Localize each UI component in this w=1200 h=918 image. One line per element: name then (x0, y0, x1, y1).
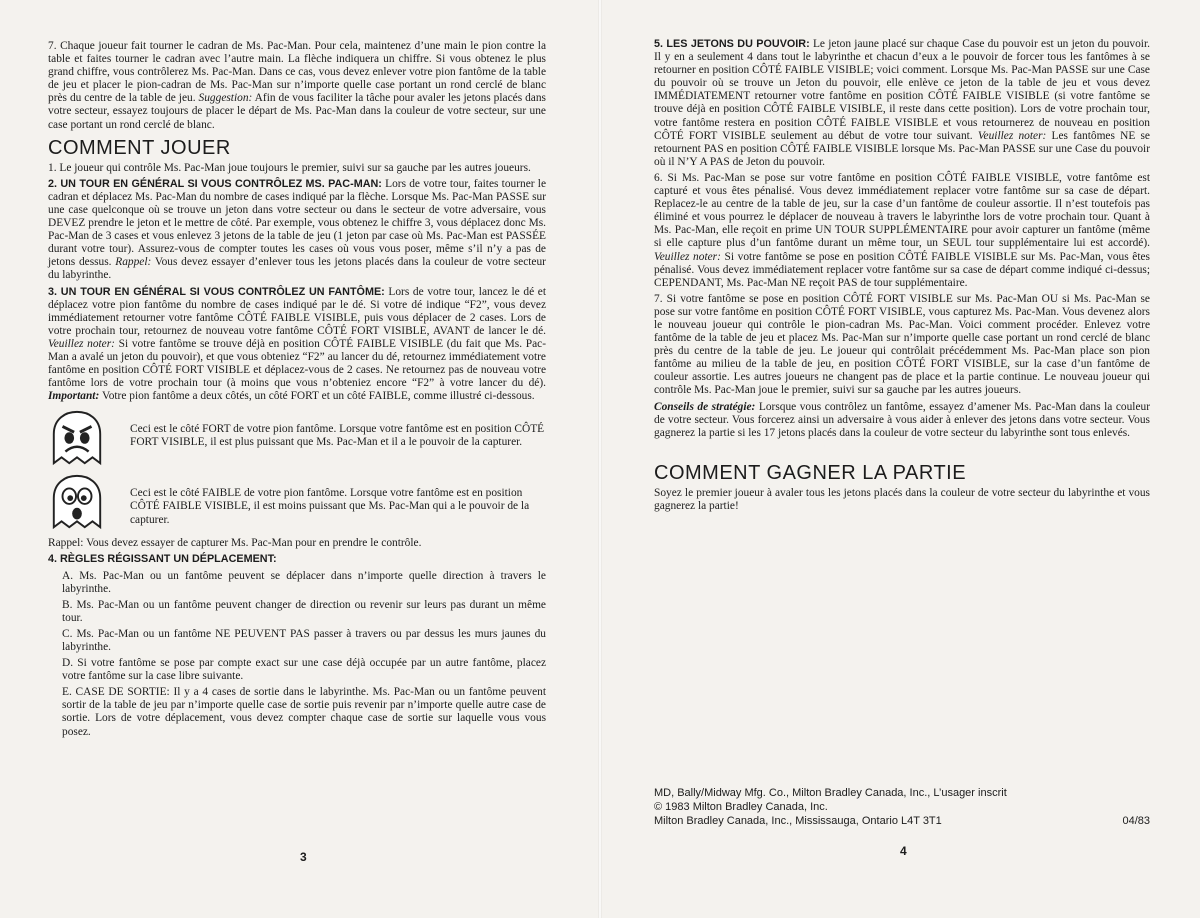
note-label: Veuillez noter: (977, 129, 1047, 142)
movement-rule-e: E. CASE DE SORTIE: Il y a 4 cases de sortie dans le labyrinthe. Ms. Pac-Man ou un fantôme peuvent sortir de la table de jeu par n’importe quelle case de sortie puis revenir par n’importe quelle autre case de sortie. Lors de votre déplacement, vous devez compter chaque case de sortie sur laquelle vous vous posez. (62, 686, 546, 738)
ghost-strong-row (48, 409, 546, 467)
rule-5-title: 5. LES JETONS DU POUVOIR: (654, 38, 810, 50)
rule-6: 6. Si Ms. Pac-Man se pose sur votre fantôme en position CÔTÉ FAIBLE VISIBLE, votre fantôme est capturé et vous êtes pénalisé. Vous devez immédiatement replacer votre fantôme sur sa case de départ. Replacez-le au centre de la table de jeu, sur la case d’un fantôme de couleur assortie. Il n’est toutefois pas éliminé et vous pourrez le déplacer de nouveau à travers le labyrinthe lors de votre prochain tour. Quant à Ms. Pac-Man, elle reçoit en prime UN TOUR SUPPLÉMENTAIRE pour avoir capturer un fantôme (même si elle capture plus d’un fantôme durant un même tour, un SEUL tour supplémentaire lui est accordé). Veuillez noter: Si votre fantôme se pose en position CÔTÉ FAIBLE VISIBLE sur Ms. Pac-Man, vous êtes pénalisé. Vous devez immédiatement replacer votre fantôme sur sa case de départ comme indiqué ci-dessus; CEPENDANT, Ms. Pac-Man NE reçoit PAS de tour supplémentaire. (654, 171, 1150, 289)
print-date: 04/83 (1122, 815, 1150, 827)
scared-ghost-icon (48, 473, 106, 531)
left-column (48, 40, 546, 742)
note-label: Veuillez noter: (48, 337, 115, 350)
strategy-label: Conseils de stratégie: (654, 400, 756, 413)
movement-rule-c: C. Ms. Pac-Man ou un fantôme NE PEUVENT PAS passer à travers ou par dessus les murs jaunes du labyrinthe. (62, 627, 546, 653)
movement-rule-b: B. Ms. Pac-Man ou un fantôme peuvent changer de direction ou revenir sur leurs pas durant un même tour. (62, 598, 546, 624)
rappel-label: Rappel: (115, 256, 152, 269)
rule-7: 7. Si votre fantôme se pose en position CÔTÉ FORT VISIBLE sur Ms. Pac-Man OU si Ms. Pac-Man se pose sur votre fantôme en position CÔTÉ FORT VISIBLE, vous capturez Ms. Pac-Man. Vous devenez alors le nouveau joueur qui contrôle le pion-cadran Ms. Pac-Man. Voici comment procéder. Enlevez votre fantôme de la table de jeu et placez Ms. Pac-Man sur n’importe quelle case portant un rond cerclé de blanc près du centre de la table de jeu. Le joueur qui contrôlait précédemment Ms. Pac-Man place son pion fantôme au milieu de la table de jeu, en position CÔTÉ FORT VISIBLE, sur la case d’un fantôme de couleur assortie. Les autres joueurs ne changent pas de place et la partie continue. Le nouveau joueur qui contrôle Ms. Pac-Man joue le premier, suivi sur sa gauche par les autres joueurs. (654, 292, 1150, 397)
rule-1: 1. Le joueur qui contrôle Ms. Pac-Man joue toujours le premier, suivi sur sa gauche par les autres joueurs. (48, 161, 531, 174)
rule-2-title: 2. UN TOUR EN GÉNÉRAL SI VOUS CONTRÔLEZ MS. PAC-MAN: (48, 177, 382, 190)
copyright-footer (654, 786, 1150, 828)
copyright-line: © 1983 Milton Bradley Canada, Inc. (654, 801, 828, 813)
ghost-weak-row (48, 473, 546, 531)
rule-3-title: 3. UN TOUR EN GÉNÉRAL SI VOUS CONTRÔLEZ UN FANTÔME: (48, 285, 385, 298)
section-heading-comment-gagner: COMMENT GAGNER LA PARTIE (654, 461, 967, 484)
suggestion-label: Suggestion: (198, 92, 253, 105)
angry-ghost-icon (48, 409, 106, 467)
address-line: Milton Bradley Canada, Inc., Mississauga, Ontario L4T 3T1 04/83 (654, 815, 1150, 827)
movement-rules-list (48, 570, 546, 739)
trademark-line: MD, Bally/Midway Mfg. Co., Milton Bradley Canada, Inc., L’usager inscrit (654, 787, 1007, 799)
rule-5: 5. LES JETONS DU POUVOIR: Le jeton jaune placé sur chaque Case du pouvoir est un jeton du pouvoir. Il y en a seulement 4 dans tout le labyrinthe et chacun d’eux a le pouvoir de forcer tous les fantômes à se retourner en position CÔTÉ FAIBLE VISIBLE; voici comment. Lorsque Ms. Pac-Man PASSE sur une Case du pouvoir où se trouve un Jeton du pouvoir, elle enlève ce jeton de la table de jeu et vous devez IMMÉDIATEMENT retourner votre fantôme en position CÔTÉ FAIBLE VISIBLE (si votre fantôme se trouve déjà en position CÔTÉ FAIBLE VISIBLE, il reste dans cette position). Lors de votre prochain tour, votre fantôme restera en position CÔTÉ FAIBLE VISIBLE et vous retournerez de nouveau en position CÔTÉ FORT VISIBLE seulement au début de votre tour suivant. Veuillez noter: Les fantômes NE se retournent PAS en position CÔTÉ FAIBLE VISIBLE lorsque Ms. Pac-Man PASSE sur une Case du pouvoir où il N’Y A PAS de Jeton du pouvoir. (654, 38, 1150, 168)
ghost-strong-caption: Ceci est le côté FORT de votre pion fantôme. Lorsque votre fantôme est en position CÔTÉ FORT VISIBLE, il est plus puissant que Ms. Pac-Man et il a le pouvoir de la capturer. (130, 423, 545, 449)
rule-3: 3. UN TOUR EN GÉNÉRAL SI VOUS CONTRÔLEZ UN FANTÔME: Lors de votre tour, lancez le dé et déplacez votre pion fantôme du nombre de cases indiqué par le dé. Si votre dé indique “F2”, vous devez immédiatement retourner votre fantôme CÔTÉ FAIBLE VISIBLE, puis vous déplacer de 2 cases. Lors de votre prochain tour, retournez de nouveau votre fantôme CÔTÉ FORT VISIBLE, AVANT de lancer le dé. Veuillez noter: Si votre fantôme se trouve déjà en position CÔTÉ FAIBLE VISIBLE (du fait que Ms. Pac-Man a avalé un jeton du pouvoir), et que vous obteniez “F2” au lancer du dé, retournez immédiatement votre fantôme en position CÔTÉ FORT VISIBLE et déplacez-vous de 2 cases. Ne retournez pas de nouveau votre fantôme lors de votre prochain tour (à moins que vous n’obteniez encore “F2” à votre lancer du dé). Important: Votre pion fantôme a deux côtés, un côté FORT et un côté FAIBLE, comme illustré ci-dessous. (48, 285, 546, 403)
movement-rule-d: D. Si votre fantôme se pose par compte exact sur une case déjà occupée par un autre fantôme, placez votre fantôme sur la case libre suivante. (62, 657, 546, 683)
note-label: Veuillez noter: (654, 250, 721, 263)
page-4 (600, 0, 1200, 918)
section-heading-comment-jouer: COMMENT JOUER (48, 136, 231, 159)
rappel-capture: Rappel: Vous devez essayer de capturer Ms. Pac-Man pour en prendre le contrôle. (48, 537, 422, 550)
page-number: 4 (900, 844, 907, 858)
ghost-weak-caption: Ceci est le côté FAIBLE de votre pion fantôme. Lorsque votre fantôme est en position CÔTÉ FAIBLE VISIBLE, il est moins puissant que Ms. Pac-Man qui a le pouvoir de la capturer. (130, 487, 530, 526)
win-condition: Soyez le premier joueur à avaler tous les jetons placés dans la couleur de votre secteur du labyrinthe et vous gagnerez la partie! (654, 486, 1150, 512)
rule-2: 2. UN TOUR EN GÉNÉRAL SI VOUS CONTRÔLEZ MS. PAC-MAN: Lors de votre tour, faites tourner le cadran et déplacez Ms. Pac-Man du nombre de cases indiqué par la flèche. Lorsque Ms. Pac-Man PASSE sur une case quelconque où se trouve un jeton dans votre secteur ou dans le secteur de votre adversaire, vous DEVEZ prendre le jeton et le mettre de côté. Par exemple, vous obtenez le chiffre 3, vous déplacez donc Ms. Pac-Man de 3 cases et vous enlevez 3 jetons de la table de jeu (1 jeton par case où Ms. Pac-Man est PASSÉE durant votre tour). Assurez-vous de compter toutes les cases où vous vous poser, même s’il n’y a pas de jetons dessus. Rappel: Vous devez essayer d’enlever tous les jetons placés dans la couleur de votre secteur du labyrinthe. (48, 177, 547, 282)
setup-step-7: 7. Chaque joueur fait tourner le cadran de Ms. Pac-Man. Pour cela, maintenez d’une main le pion contre la table et faites tourner le cadran avec l’autre main. La flèche indiquera un chiffre. Si vous obtenez le plus grand chiffre, vous contrôlerez Ms. Pac-Man. Dans ce cas, vous devez enlever votre pion fantôme de la table de jeu et placer le pion-cadran de Ms. Pac-Man sur n’importe quelle case portant un rond cerclé de blanc près du centre de la table de jeu. Suggestion: Afin de vous faciliter la tâche pour avaler les jetons placés dans votre secteur, essayez toujours de placer le départ de Ms. Pac-Man dans la couleur de votre secteur, sur une case portant un rond cerclé de blanc. (48, 40, 546, 131)
rule-4-title: 4. RÈGLES RÉGISSANT UN DÉPLACEMENT: (48, 553, 277, 566)
right-column (654, 38, 1150, 516)
movement-rule-a: A. Ms. Pac-Man ou un fantôme peuvent se déplacer dans n’importe quelle direction à travers le labyrinthe. (62, 569, 546, 595)
page-number: 3 (300, 850, 307, 864)
important-label: Important: (48, 390, 100, 403)
strategy-tips: Conseils de stratégie: Lorsque vous contrôlez un fantôme, essayez d’amener Ms. Pac-Man dans la couleur de votre secteur. Vous forcerez ainsi un adversaire à vous aider à enlever des jetons dans votre secteur. Vous gagnerez la partie si les 17 jetons placés dans la couleur de votre secteur du labyrinthe sont tous enlevés. (654, 400, 1150, 439)
